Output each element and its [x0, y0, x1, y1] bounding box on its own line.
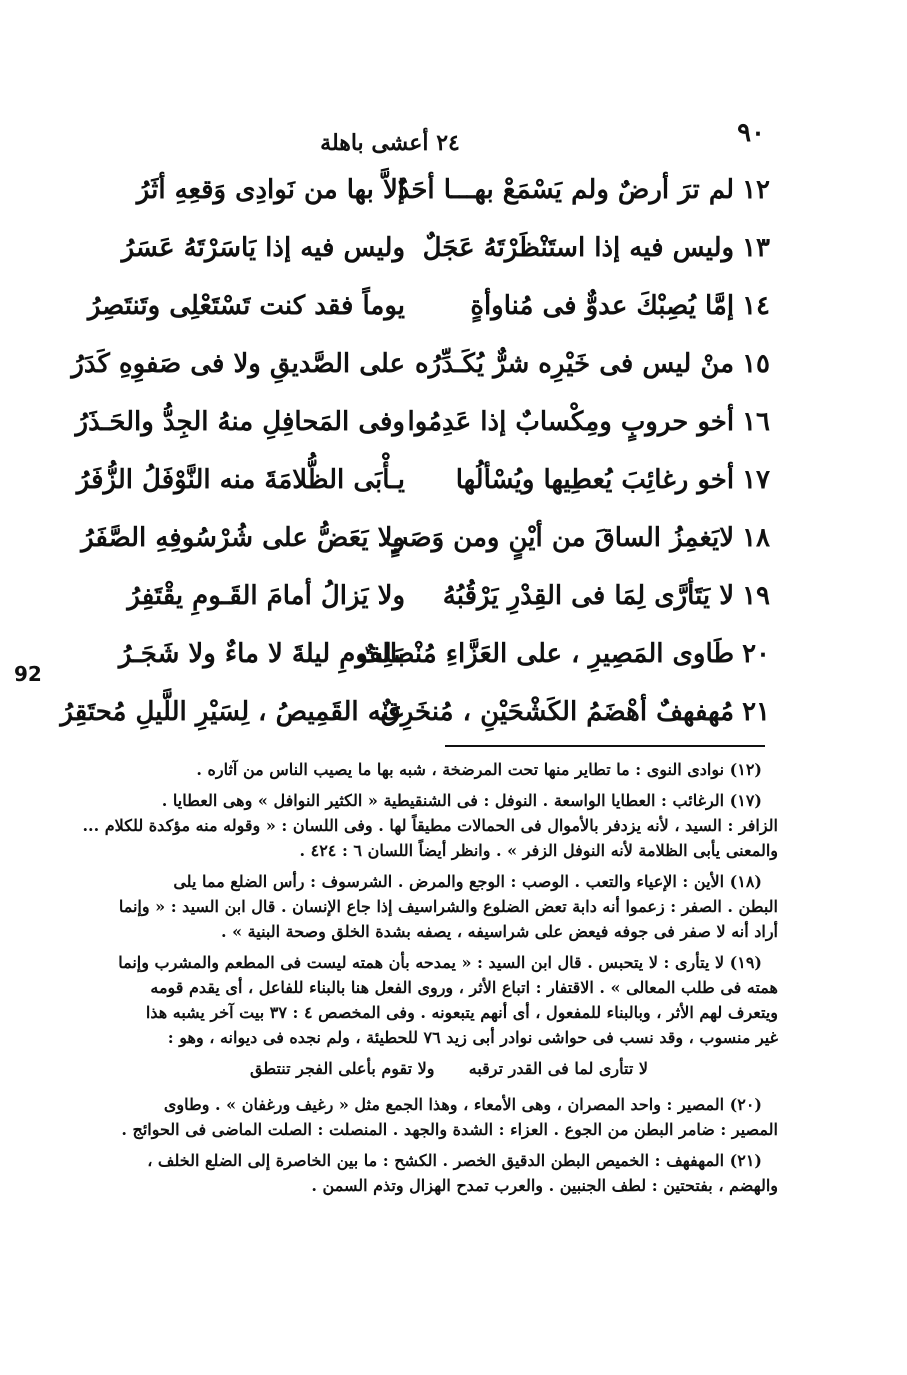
- verse-first-hemistich: [425, 288, 770, 324]
- footnote: [60, 757, 778, 782]
- verse-first-hemistich: [358, 636, 770, 672]
- verse-number: ١٩: [742, 581, 770, 611]
- verse-number: ٢١: [742, 697, 770, 727]
- verse-first-text: مُهفهفٌ أهْضَمُ الكَشْحَيْنِ ، مُنخَرِقٌ: [380, 697, 735, 727]
- verse-number: ١٨: [742, 523, 770, 553]
- verse-number: ١٤: [742, 291, 770, 321]
- footnote-line: ويتعرف لهم الأثر ، وبالبناء للمفعول ، أى أنهم يتبعونه . وفى المخصص ٤ : ٣٧ بيت آخر يشبه هذا: [145, 1003, 778, 1022]
- verse-first-hemistich: [425, 462, 770, 498]
- verse-first-text: إمَّا يُصِبْكَ عدوٌّ فى مُناوأةٍ: [470, 291, 735, 321]
- verse-first-text: أخو رغائِبَ يُعطِيها ويُسْألُها: [455, 465, 735, 495]
- footnote: [60, 869, 778, 944]
- verse-line: [75, 394, 770, 452]
- verse-line: [85, 626, 770, 684]
- verse-line: [71, 336, 770, 394]
- verse-second-hemistich: وفى المَحافِلِ منهُ الجِدُّ والحَـذَرُ: [75, 407, 405, 437]
- footnote-line: (٢١) المهفهف : الخميص البطن الدقيق الخصر . الكشح : ما بين الخاصرة إلى الضلع الخلف ،: [147, 1151, 762, 1170]
- verse-first-hemistich: [397, 172, 770, 208]
- quoted-verse-first: لا تتأرى لما فى القدر ترقبه: [468, 1059, 648, 1078]
- verse-first-hemistich: [425, 578, 770, 614]
- verse-line: [85, 568, 770, 626]
- verse-first-hemistich: [422, 230, 770, 266]
- verse-number: ١٦: [742, 407, 770, 437]
- footnote-divider: [445, 745, 765, 747]
- verse-second-hemistich: يـأْبَى الظُّلامَةَ منه النَّوْفَلُ الزُّفَرُ: [76, 465, 405, 495]
- page-number: ٩٠: [737, 118, 765, 148]
- footnote-line: (٢٠) المصير : واحد المصران ، وهى الأمعاء ، وهذا الجمع مثل « رغيف ورغفان » . وطاوى: [163, 1095, 762, 1114]
- verse-second-hemistich: ولا يَعَضُّ على شُرْسُوفِهِ الصَّفَرُ: [81, 523, 405, 553]
- poem-verses: [60, 162, 770, 742]
- footnote-line: الزافر : السيد ، لأنه يزدفر بالأموال فى الحمالات مطيقاً لها . وفى اللسان : « وقوله منه مؤكدة للكلام ...: [82, 816, 778, 835]
- verse-line: [60, 684, 770, 742]
- margin-page-number: 92: [14, 662, 42, 686]
- quoted-verse: [60, 1056, 778, 1086]
- verse-number: ١٢: [742, 175, 770, 205]
- footnote-line: أراد أنه لا صفر فى جوفه فيعض على شراسيفه ، يصفه بشدة الخلق وصحة البنية » .: [220, 922, 778, 941]
- verse-second-hemistich: عنه القَمِيصُ ، لِسَيْرِ اللَّيلِ مُحتَقِرُ: [60, 697, 405, 727]
- verse-first-text: أخو حروبٍ ومِكْسابٌ إذا عَدِمُوا: [407, 407, 735, 437]
- footnote-line: والمعنى يأبى الظلامة لأنه النوفل الزفر » . وانظر أيضاً اللسان ٦ : ٤٢٤ .: [299, 841, 778, 860]
- quoted-verse-second: ولا تقوم بأعلى الفجر تنتطق: [250, 1059, 435, 1078]
- verse-second-hemistich: ولا يَزالُ أمامَ القَـومِ يقْتَفِرُ: [127, 581, 405, 611]
- footnote-line: غير منسوب ، وقد نسب فى حواشى نوادر أبى زيد ٧٦ للحطيئة ، ولم نجده فى ديوانه ، وهو :: [167, 1028, 778, 1047]
- verse-line: [85, 162, 770, 220]
- running-header: ٢٤ أعشى باهلة: [320, 130, 460, 156]
- verse-second-hemistich: على الصَّديقِ ولا فى صَفوِهِ كَدَرُ: [71, 349, 405, 379]
- verse-second-hemistich: إلاَّ بها من نَوادِى وَقعِهِ أثَرُ: [136, 175, 405, 205]
- verse-line: [85, 220, 770, 278]
- verse-first-hemistich: [383, 520, 770, 556]
- footnote: [60, 1092, 778, 1142]
- verse-first-hemistich: [415, 346, 770, 382]
- footnote-line: والهضم ، بفتحتين : لطف الجنبين . والعرب تمدح الهزال وتذم السمن .: [311, 1176, 778, 1195]
- verse-first-text: لايَغمِزُ الساقَ من أيْنٍ ومن وَصَبٍ: [383, 523, 735, 553]
- footnotes: [60, 757, 778, 1204]
- verse-first-text: لا يَتَأرَّى لِمَا فى القِدْرِ يَرْقُبُهُ: [442, 581, 735, 611]
- verse-second-hemistich: يوماً فقد كنت تَسْتَعْلِى وتَنتَصِرُ: [87, 291, 405, 321]
- verse-second-hemistich: وليس فيه إذا يَاسَرْتَهُ عَسَرُ: [121, 233, 405, 263]
- verse-number: ١٧: [742, 465, 770, 495]
- verse-first-text: لم ترَ أرضٌ ولم يَسْمَعْ بهـــا أحَدٌ: [397, 175, 735, 205]
- footnote: [60, 788, 778, 863]
- footnote-line: البطن . الصفر : زعموا أنه دابة تعض الضلوع والشراسيف إذا جاع الإنسان . قال ابن السيد : « وإنما: [118, 897, 778, 916]
- verse-first-hemistich: [380, 694, 770, 730]
- verse-first-text: طَاوى المَصِيرِ ، على العَزَّاءِ مُنْصَلِتٌ: [358, 639, 735, 669]
- verse-line: [85, 278, 770, 336]
- verse-first-text: وليس فيه إذا استَنْظَرْتَهُ عَجَلٌ: [422, 233, 735, 263]
- verse-number: ٢٠: [742, 639, 770, 669]
- verse-number: ١٣: [742, 233, 770, 263]
- footnote: [60, 950, 778, 1050]
- footnote-line: (١٢) نوادى النوى : ما تطاير منها تحت المرضخة ، شبه بها ما يصيب الناس من آثاره .: [196, 760, 762, 779]
- footnote-line: (١٩) لا يتأرى : لا يتحبس . قال ابن السيد : « يمدحه بأن همته ليست فى المطعم والمشرب وإنما: [118, 953, 762, 972]
- footnote: [60, 1148, 778, 1198]
- footnote-line: همته فى طلب المعالى » . الاقتفار : اتباع الأثر ، وروى الفعل هنا بالبناء للفاعل ، أى يقدم قومه: [150, 978, 778, 997]
- footnote-line: المصير : ضامر البطن من الجوع . العزاء : الشدة والجهد . المنصلت : الصلت الماضى فى الحوائج .: [121, 1120, 778, 1139]
- footnote-line: (١٨) الأين : الإعياء والتعب . الوصب : الوجع والمرض . الشرسوف : رأس الضلع مما يلى: [173, 872, 762, 891]
- verse-first-hemistich: [407, 404, 770, 440]
- footnote-line: (١٧) الرغائب : العطايا الواسعة . النوفل : فى الشنقيطية « الكثير النوافل » وهى العطايا .: [161, 791, 762, 810]
- verse-line: [81, 510, 770, 568]
- verse-number: ١٥: [742, 349, 770, 379]
- verse-line: [76, 452, 770, 510]
- verse-second-hemistich: بالقومِ ليلةَ لا ماءٌ ولا شَجَـرُ: [118, 639, 405, 669]
- verse-first-text: منْ ليس فى خَيْرِه شرٌّ يُكَـدِّرُه: [415, 349, 735, 379]
